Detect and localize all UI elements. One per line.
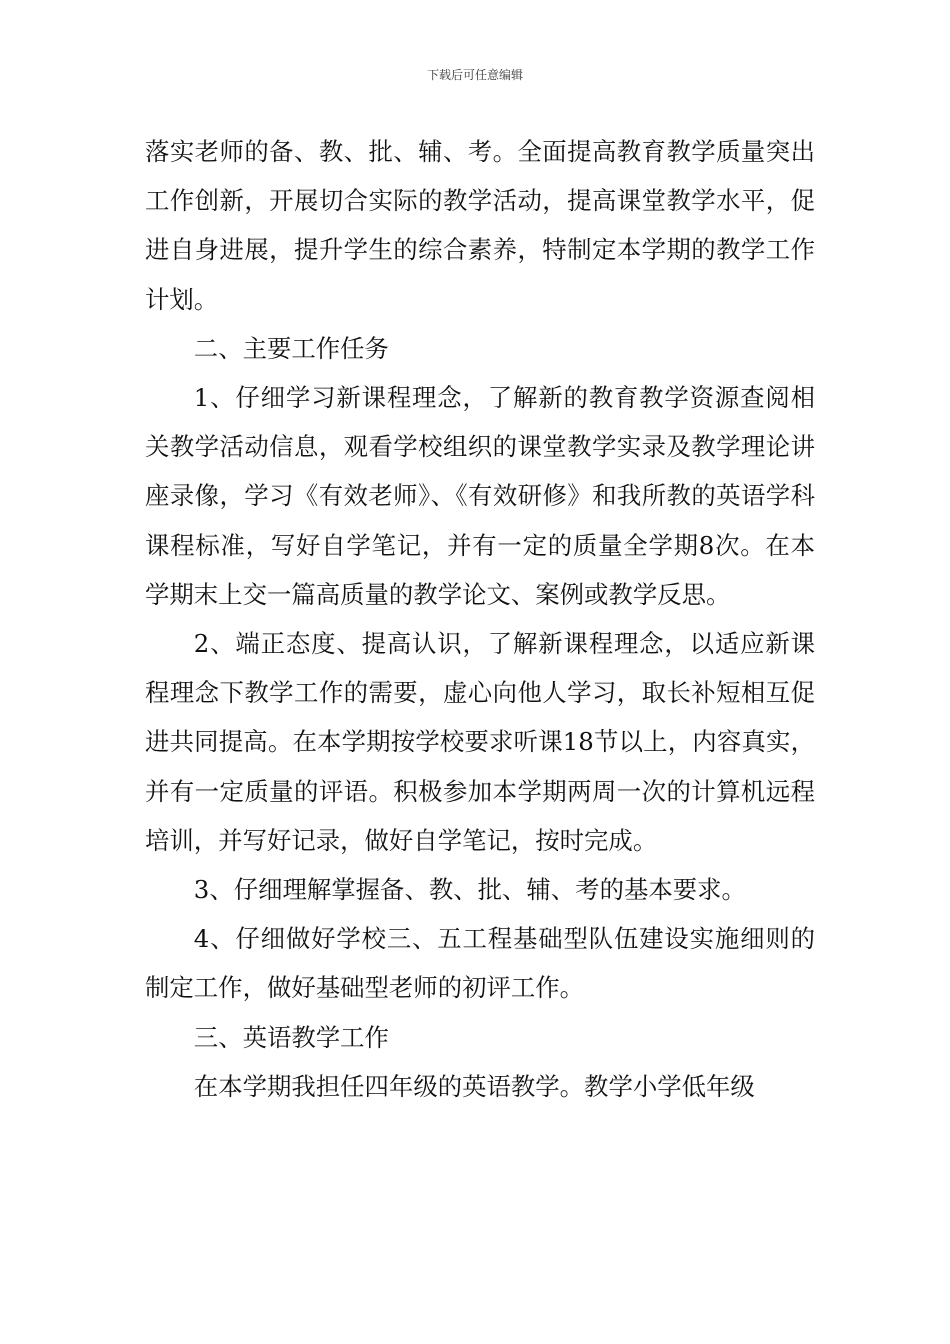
section-heading-english-teaching: 三、英语教学工作	[193, 1022, 389, 1052]
paragraph-english-teaching: 在本学期我担任四年级的英语教学。教学小学低年级	[193, 1071, 755, 1101]
document-body	[145, 127, 815, 1111]
section-heading-main-tasks: 二、主要工作任务	[193, 333, 389, 363]
header-note: 下载后可任意编辑	[426, 68, 523, 82]
task-item-4: 4、仔细做好学校三、五工程基础型队伍建设实施细则的制定工作，做好基础型老师的初评工作。	[145, 924, 815, 1003]
task-item-1: 1、仔细学习新课程理念，了解新的教育教学资源查阅相关教学活动信息，观看学校组织的课堂教学实录及教学理论讲座录像，学习《有效老师》、《有效研修》和我所教的英语学科课程标准，写好自学笔记，并有一定的质量全学期8次。在本学期末上交一篇高质量的教学论文、案例或教学反思。	[145, 383, 815, 609]
task-item-3: 3、仔细理解掌握备、教、批、辅、考的基本要求。	[193, 875, 746, 905]
task-item-2: 2、端正态度、提高认识，了解新课程理念，以适应新课程理念下教学工作的需要，虚心向他人学习，取长补短相互促进共同提高。在本学期按学校要求听课18节以上，内容真实，并有一定质量的评语。积极参加本学期两周一次的计算机远程培训，并写好记录，做好自学笔记，按时完成。	[145, 629, 815, 855]
paragraph-intro: 落实老师的备、教、批、辅、考。全面提高教育教学质量突出工作创新，开展切合实际的教学活动，提高课堂教学水平，促进自身进展，提升学生的综合素养，特制定本学期的教学工作计划。	[145, 137, 815, 314]
